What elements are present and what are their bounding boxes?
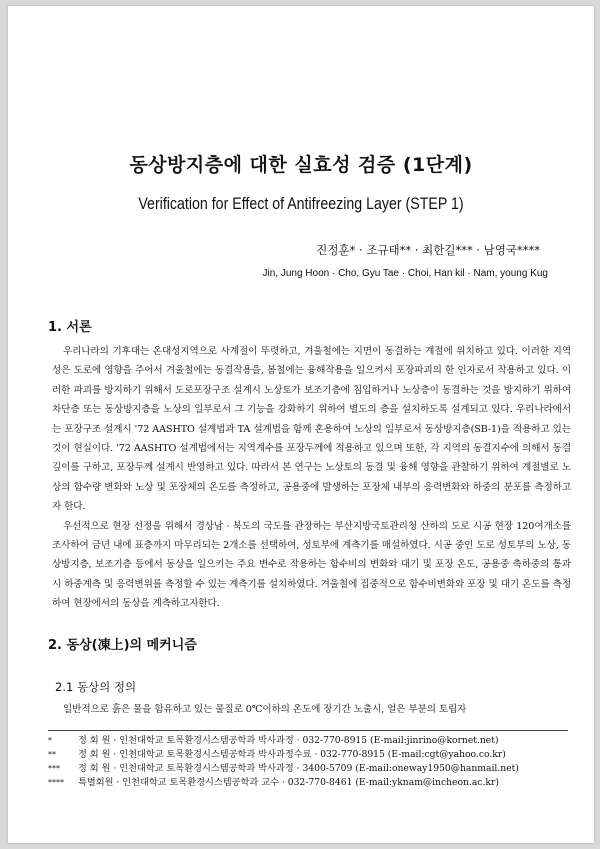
footnote-1 — [48, 734, 578, 748]
footnote-text: 특별회원 · 인천대학교 토목환경시스템공학과 교수 · 032-770-8461 (E-mail:yknam@incheon.ac.kr) — [78, 777, 499, 788]
section-2-heading: 2. 동상(凍上)의 메커니즘 — [48, 638, 197, 653]
section-2-body — [52, 700, 571, 719]
section-1-paragraph-1: 우리나라의 기후대는 온대성지역으로 사계절이 뚜렷하고, 겨울철에는 지면이 동결하는 계절에 위치하고 있다. 이러한 지역성은 도로에 영향을 주어서 겨울철에는 동결작용을, 봄철에는 융해작용을 일으켜서 포장파괴의 한 인자로서 작용하고 있다. 이러한 파괴를 방지하기 위해서 도로포장구조 설계시 노상토가 보조기층에 침입하거나 노상층이 동결하는 것을 방지하기 위하여 차단층 또는 동상방지층을 노상의 일부로서 그 기능을 강화하기 위하여 별도의 층을 설치하도록 설계되고 있다. 우리나라에서는 포장구조 설계시 '72 AASHTO 설계법과 TA 설계법을 함께 혼용하여 노상의 일부로서 동상방지층(SB-1)을 적용하고 있는 것이 현실이다. '72 AASHTO 설계법에서는 지역계수를 포장두께에 적용하고 있으며 또한, 각 지역의 동결지수에 의해서 동결깊이를 구하고, 포장두께 설계시 반영하고 있다. 따라서 본 연구는 노상토의 동결 및 융해 영향을 관찰하기 위하여 계절별로 노상의 함수량 변화와 노상 및 포장체의 온도를 측정하고, 공용중에 발생하는 포장체 내부의 응력변화와 하중의 분포를 측정하고자 한다. — [52, 346, 571, 513]
footnote-text: 정 회 원 · 인천대학교 토목환경시스템공학과 박사과정수료 · 032-770-8915 (E-mail:cgt@yahoo.co.kr) — [78, 749, 506, 760]
footnote-mark: *** — [48, 764, 60, 773]
footnote-mark: **** — [48, 778, 64, 787]
footnote-mark: ** — [48, 750, 56, 759]
subsection-2-1-heading: 2.1 동상의 정의 — [55, 680, 137, 694]
footnote-4 — [48, 776, 578, 790]
paper-title-english: Verification for Effect of Antifreezing Layer (STEP 1) — [138, 195, 464, 213]
section-1-heading: 1. 서론 — [48, 320, 92, 335]
footnote-2 — [48, 748, 578, 762]
section-2-paragraph-1: 일반적으로 흙은 물을 함유하고 있는 물질로 0℃이하의 온도에 장기간 노출시, 얼은 부분의 토립자 — [63, 704, 467, 715]
footnote-text: 정 회 원 · 인천대학교 토목환경시스템공학과 박사과정 · 3400-5709 (E-mail:oneway1950@hanmail.net) — [78, 763, 519, 774]
author-list-english: Jin, Jung Hoon · Cho, Gyu Tae · Choi, Han kil · Nam, young Kug — [262, 268, 548, 279]
footnote-text: 정 회 원 · 인천대학교 토목환경시스템공학과 박사과정 · 032-770-8915 (E-mail:jinrino@kornet.net) — [78, 735, 499, 746]
footnote-divider — [48, 730, 568, 731]
paper-page — [8, 6, 594, 843]
footnote-3 — [48, 762, 578, 776]
paper-title-korean: 동상방지층에 대한 실효성 검증 (1단계) — [129, 154, 473, 176]
footnote-mark: * — [48, 736, 52, 745]
section-1-paragraph-2: 우선적으로 현장 선정을 위해서 경상남 · 북도의 국도를 관장하는 부산지방국토관리청 산하의 도로 시공 현장 120여개소를 조사하여 금년 내에 표층까지 마무리되는 2개소를 선택하여, 성토부에 계측기를 매설하였다. 시공 중인 도로 성토부의 노상, 동상방지층, 보조기층 등에서 동상을 일으키는 주요 변수로 작용하는 함수비의 변화와 대기 및 포장 온도, 공용중 축하중의 통과시 하중계측 및 응력변위를 측정할 수 있는 계측기를 설치하였다. 겨울철에 집중적으로 함수비변화와 포장 및 대기 온도를 측정하여 현장에서의 동상을 계측하고자한다. — [52, 520, 571, 610]
section-1-body — [52, 342, 571, 614]
author-list-korean: 진정훈* · 조규태** · 최한길*** · 남영국**** — [316, 243, 540, 257]
